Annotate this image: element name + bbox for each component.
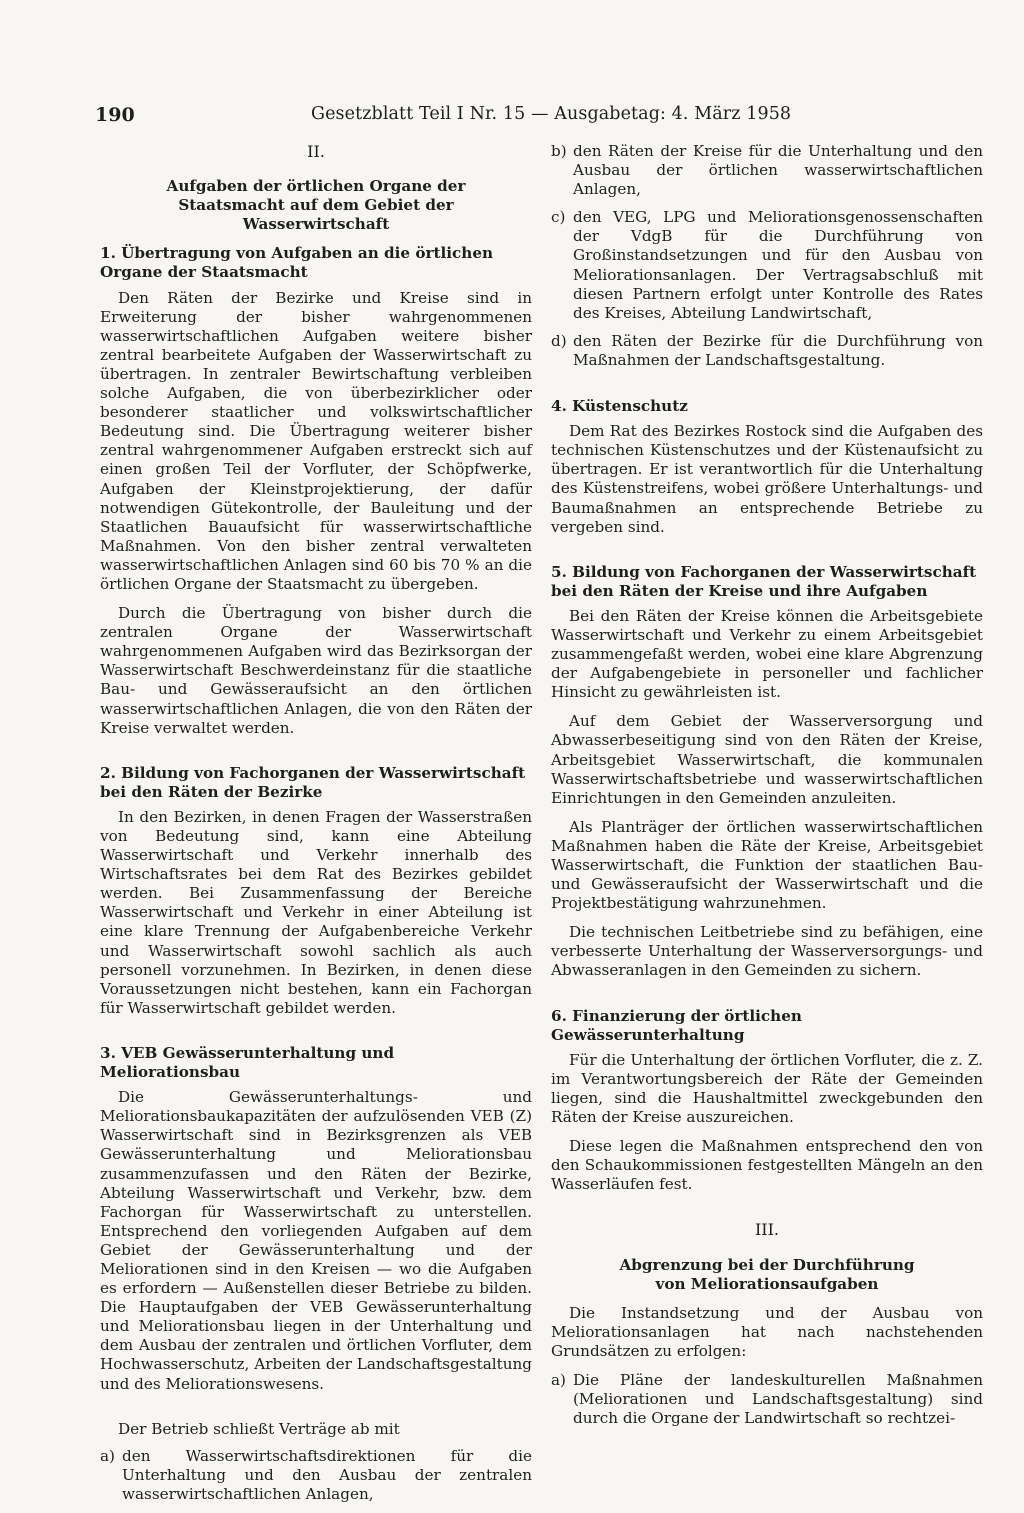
- list-item-text: den Räten der Bezirke für die Durchführung von Maßnahmen der Landschaftsgestaltung.: [573, 331, 983, 369]
- paragraph: Auf dem Gebiet der Wasserversorgung und Abwasserbeseitigung sind von den Räten der Kreise, Arbeitsgebiet Wasserwirtschaft, die kommunalen Wasserwirtschaftsbetriebe und wasserwirtschaftlichen Einrichtungen in den Gemeinden anzuleiten.: [551, 712, 983, 807]
- list-item: [100, 1447, 532, 1504]
- list-item: [551, 208, 983, 323]
- paragraph: Bei den Räten der Kreise können die Arbeitsgebiete Wasserwirtschaft und Verkehr zu einem Arbeitsgebiet zusammengefaßt werden, wobei eine klare Abgrenzung der Aufgabengebiete in personeller und fachlicher Hinsicht zu gewährleisten ist.: [551, 606, 983, 702]
- paragraph: Dem Rat des Bezirkes Rostock sind die Aufgaben des technischen Küstenschutzes und der Küstenaufsicht zu übertragen. Er ist verantwortlich für die Unterhaltung des Küstenstreifens, wobei größere Unterhaltungs- und Baumaßnahmen an entsprechende Betriebe zu vergeben sind.: [551, 422, 983, 536]
- subsection-heading-3: 3. VEB Gewässerunterhaltung und Meliorationsbau: [100, 1043, 395, 1082]
- subsection-heading-5: 5. Bildung von Fachorganen der Wasserwirtschaft bei den Räten der Kreise und ihre Aufgaben: [551, 562, 977, 600]
- section-roman-numeral: II.: [307, 142, 325, 161]
- paragraph: Die Gewässerunterhaltungs- und Meliorationsbaukapazitäten der aufzulösenden VEB (Z) Wasserwirtschaft sind in Bezirksgrenzen als VEB Gewässerunterhaltung und Meliorationsbau zusammenzufassen und den Räten der Bezirke, Abteilung Wasserwirtschaft und Verkehr, bzw. dem Fachorgan für Wasserwirtschaft zu unterstellen. Entsprechend den vorliegenden Aufgaben auf dem Gebiet der Gewässerunterhaltung und der Meliorationen sind in den Kreisen — wo die Aufgaben es erfordern — Außenstellen dieser Betriebe zu bilden. Die Hauptaufgaben der VEB Gewässerunterhaltung und Meliorationsbau liegen in der Unterhaltung und dem Ausbau der zentralen und örtlichen Vorfluter, dem Hochwasserschutz, Arbeiten der Landschaftsgestaltung und des Meliorationswesens.: [100, 1088, 532, 1393]
- subsection-heading-1: 1. Übertragung von Aufgaben an die örtlichen Organe der Staatsmacht: [100, 244, 494, 282]
- paragraph: Für die Unterhaltung der örtlichen Vorfluter, die z. Z. im Verantwortungsbereich der Räte der Gemeinden liegen, sind die Haushaltmittel zweckgebunden den Räten der Kreise auszureichen.: [551, 1050, 983, 1127]
- paragraph: Die technischen Leitbetriebe sind zu befähigen, eine verbesserte Unterhaltung der Wasserversorgungs- und Abwasseranlagen in den Gemeinden zu sichern.: [551, 923, 983, 980]
- paragraph: Als Planträger der örtlichen wasserwirtschaftlichen Maßnahmen haben die Räte der Kreise, Arbeitsgebiet Wasserwirtschaft, die Funktion der staatlichen Bau- und Gewässeraufsicht der Wasserwirtschaft und die Projektbestätigung wahrzunehmen.: [551, 817, 983, 913]
- paragraph: Die Instandsetzung und der Ausbau von Meliorationsanlagen hat nach nachstehenden Grundsätzen zu erfolgen:: [551, 1303, 983, 1360]
- paragraph: In den Bezirken, in denen Fragen der Wasserstraßen von Bedeutung sind, kann eine Abteilung Wasserwirtschaft und Verkehr innerhalb des Wirtschaftsrates bei dem Rat des Bezirkes gebildet werden. Bei Zusammenfassung der Bereiche Wasserwirtschaft und Verkehr in einer Abteilung ist eine klare Trennung der Aufgabenbereiche Verkehr und Wasserwirtschaft sowohl sachlich als auch personell vorzunehmen. In Bezirken, in denen diese Voraussetzungen nicht bestehen, kann ein Fachorgan für Wasserwirtschaft gebildet werden.: [100, 807, 532, 1017]
- paragraph: Der Betrieb schließt Verträge ab mit: [118, 1419, 400, 1438]
- list-item: [551, 142, 983, 199]
- subsection-heading-2: 2. Bildung von Fachorganen der Wasserwirtschaft bei den Räten der Bezirke: [100, 763, 526, 801]
- header-title: Gesetzblatt Teil I Nr. 15 — Ausgabetag: 4. März 1958: [311, 104, 792, 124]
- list-item-text: den Wasserwirtschaftsdirektionen für die Unterhaltung und den Ausbau der zentralen wasserwirtschaftlichen Anlagen,: [122, 1446, 532, 1503]
- list-item-text: den Räten der Kreise für die Unterhaltung und den Ausbau der örtlichen wasserwirtschaftlichen Anlagen,: [573, 142, 983, 199]
- paragraph: Diese legen die Maßnahmen entsprechend den von den Schaukommissionen festgestellten Mängeln an den Wasserläufen fest.: [551, 1137, 983, 1194]
- list-item-label: b): [551, 142, 567, 160]
- list-item-label: a): [551, 1370, 566, 1389]
- subsection-heading-6: 6. Finanzierung der örtlichen Gewässerunterhaltung: [551, 1006, 802, 1044]
- section-title: Abgrenzung bei der Durchführung von Meliorationsaufgaben: [619, 1255, 915, 1293]
- list-item-text: Die Pläne der landeskulturellen Maßnahmen (Meliorationen und Landschaftsgestaltung) sind durch die Organe der Landwirtschaft so rechtzei-: [573, 1370, 983, 1428]
- list-item-label: c): [551, 208, 566, 227]
- subsection-heading-4: 4. Küstenschutz: [551, 397, 688, 416]
- page-number: 190: [95, 104, 135, 126]
- list-item: [551, 1371, 983, 1428]
- page-header: [95, 104, 985, 130]
- section-roman-numeral: III.: [754, 1220, 780, 1240]
- list-item-label: d): [551, 331, 567, 350]
- paragraph: Durch die Übertragung von bisher durch die zentralen Organe der Wasserwirtschaft wahrgenommenen Aufgaben wird das Bezirksorgan der Wasserwirtschaft Beschwerdeinstanz für die staatliche Bau- und Gewässeraufsicht an den örtlichen wasserwirtschaftlichen Anlagen, die von den Räten der Kreise verwaltet werden.: [100, 604, 532, 737]
- list-item: [551, 332, 983, 370]
- section-title: Aufgaben der örtlichen Organe der Staatsmacht auf dem Gebiet der Wasserwirtschaft: [166, 177, 466, 234]
- list-item-label: a): [100, 1446, 115, 1465]
- right-column: [551, 142, 983, 1437]
- left-column: [100, 142, 532, 1513]
- paragraph: Den Räten der Bezirke und Kreise sind in Erweiterung der bisher wahrgenommenen wasserwirtschaftlichen Aufgaben weitere bisher zentral bearbeitete Aufgaben der Wasserwirtschaft zu übertragen. In zentraler Bewirtschaftung verbleiben solche Aufgaben, die von überbezirklicher oder besonderer staatlicher und volkswirtschaftlicher Bedeutung sind. Die Übertragung weiterer bisher zentral wahrgenommener Aufgaben erstreckt sich auf einen großen Teil der Vorfluter, der Schöpfwerke, Aufgaben der Kleinstprojektierung, der dafür notwendigen Gütekontrolle, der Bauleitung und der Staatlichen Bauaufsicht für wasserwirtschaftliche Maßnahmen. Von den bisher zentral verwalteten wasserwirtschaftlichen Anlagen sind 60 bis 70 % an die örtlichen Organe der Staatsmacht zu übergeben.: [100, 288, 532, 593]
- list-item-text: den VEG, LPG und Meliorationsgenossenschaften der VdgB für die Durchführung von Großinstandsetzungen und für den Ausbau von Meliorationsanlagen. Der Vertragsabschluß mit diesen Partnern erfolgt unter Kontrolle des Rates des Kreises, Abteilung Landwirtschaft,: [573, 208, 983, 322]
